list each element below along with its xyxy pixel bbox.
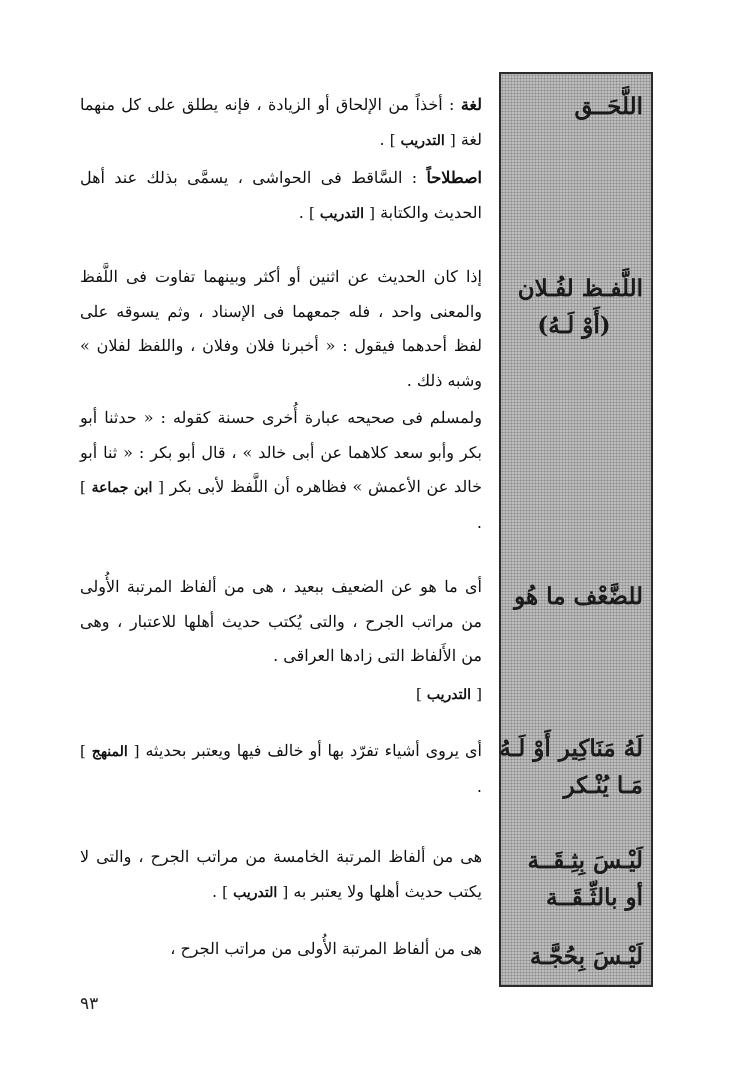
term-laysa-bihujja	[505, 938, 643, 975]
term-allafz-line2: (أَوْ لَـهُ)	[537, 312, 611, 339]
entry-allafz-p2-text: ولمسلم فى صحيحه عبارة أُخرى حسنة كقوله : « حدثنا أبو بكر وأبو سعد كلاهما عن أبى خالد » ، قال أبو بكر : « ثنا أبو خالد عن الأعمش » فظاهره أن اللَّفظ لأبى بكر	[80, 408, 482, 496]
entry-laysa-bihujja	[80, 932, 482, 967]
entry-lahu-manakir-source: المنهج	[91, 744, 128, 760]
entry-lahu-manakir-para: أى يروى أشياء تفرّد بها أو خالف فيها ويعتبر بحديثه [ المنهج ] .	[80, 741, 482, 796]
entry-lahaq-lugha: لغة : أخذاً من الإلحاق أو الزيادة ، فإنه يطلق على كل منهما لغة [ التدريب ] .	[80, 95, 483, 149]
entry-lilddaf	[80, 570, 482, 712]
term-laysa-bithiqa	[505, 842, 643, 916]
entry-lahu-manakir	[80, 734, 482, 804]
term-lahu-manakir-line1: لَهُ مَنَاكِير أَوْ لَـهُ	[499, 735, 643, 762]
entry-allafz-lifulan	[80, 260, 482, 540]
entry-allafz-p2: ولمسلم فى صحيحه عبارة أُخرى حسنة كقوله : « حدثنا أبو بكر وأبو سعد كلاهما عن أبى خالد » ، قال أبو بكر : « ثنا أبو خالد عن الأعمش » فظاهره أن اللَّفظ لأبى بكر [ ابن جماعة ] .	[80, 408, 482, 532]
entry-laysa-bihujja-text: هى من ألفاظ المرتبة الأُولى من مراتب الجرح ،	[170, 939, 482, 958]
term-lilddaf-text: للضَّعْف ما هُو	[514, 583, 643, 610]
page-number: ٩٣	[80, 994, 99, 1014]
entry-allafz-source: ابن جماعة	[91, 480, 153, 496]
term-lahaq-text: اللَّحَــق	[574, 93, 643, 120]
lugha-text: : أخذاً من الإلحاق أو الزيادة ، فإنه يطلق على كل منهما لغة	[80, 95, 482, 149]
term-laysa-bithiqa-line1: لَيْـسَ بِثِـقَــة	[527, 847, 643, 874]
lugha-source: التدريب	[400, 132, 445, 149]
istilah-label: اصطلاحاً	[426, 168, 482, 187]
term-laysa-bihujja-text: لَيْـسَ بِحُجَّـة	[529, 943, 643, 970]
entry-laysa-bithiqa-source: التدريب	[233, 884, 278, 901]
term-laysa-bithiqa-line2: أو بالثِّـقَــة	[545, 884, 643, 911]
entry-lilddaf-source: التدريب	[426, 686, 472, 703]
term-allafz-line1: اللَّفـظ لفُـلان	[517, 275, 643, 302]
entry-lilddaf-src-line: [ التدريب ]	[415, 684, 482, 703]
entry-allafz-p1: إذا كان الحديث عن اثنين أو أكثر وبينهما تفاوت فى اللَّفظ والمعنى واحد ، فله جمعهما فى الإسناد ، وثم يسوقه على لفظ أحدهما فيقول : « أخبرنا فلان وفلان ، واللفظ لفلان » وشبه ذلك .	[80, 267, 482, 390]
term-lilddaf-mahuwa	[505, 578, 643, 615]
entry-lahu-manakir-text: أى يروى أشياء تفرّد بها أو خالف فيها ويعتبر بحديثه	[145, 741, 482, 760]
entry-laysa-bithiqa-text: هى من ألفاظ المرتبة الخامسة من مراتب الجرح ، والتى لا يكتب حديث أهلها ولا يعتبر به	[80, 847, 482, 901]
term-lahaq	[505, 88, 643, 125]
lugha-label: لغة	[460, 95, 483, 114]
entry-lilddaf-text: أى ما هو عن الضعيف ببعيد ، هى من ألفاظ المرتبة الأُولى من مراتب الجرح ، والتى يُكتب حديث أهلها للاعتبار ، وهى من الأَلفاظ التى زادها العراقى .	[80, 577, 483, 665]
entry-laysa-bithiqa	[80, 840, 482, 910]
istilah-source: التدريب	[319, 205, 365, 222]
term-lahu-manakir-line2: مَـا يُنْـكر	[563, 772, 643, 799]
term-lahu-manakir	[499, 730, 643, 804]
entry-laysa-bithiqa-para: هى من ألفاظ المرتبة الخامسة من مراتب الجرح ، والتى لا يكتب حديث أهلها ولا يعتبر به [ التدريب ] .	[80, 847, 482, 901]
term-allafz-lifulan	[505, 270, 643, 344]
term-column	[499, 72, 653, 987]
entry-lahaq-istilah: اصطلاحاً : السَّاقط فى الحواشى ، يسمَّى بذلك عند أهل الحديث والكتابة [ التدريب ] .	[80, 168, 482, 222]
istilah-text: : السَّاقط فى الحواشى ، يسمَّى بذلك عند أهل الحديث والكتابة	[80, 168, 482, 222]
entry-lahaq	[80, 88, 482, 231]
